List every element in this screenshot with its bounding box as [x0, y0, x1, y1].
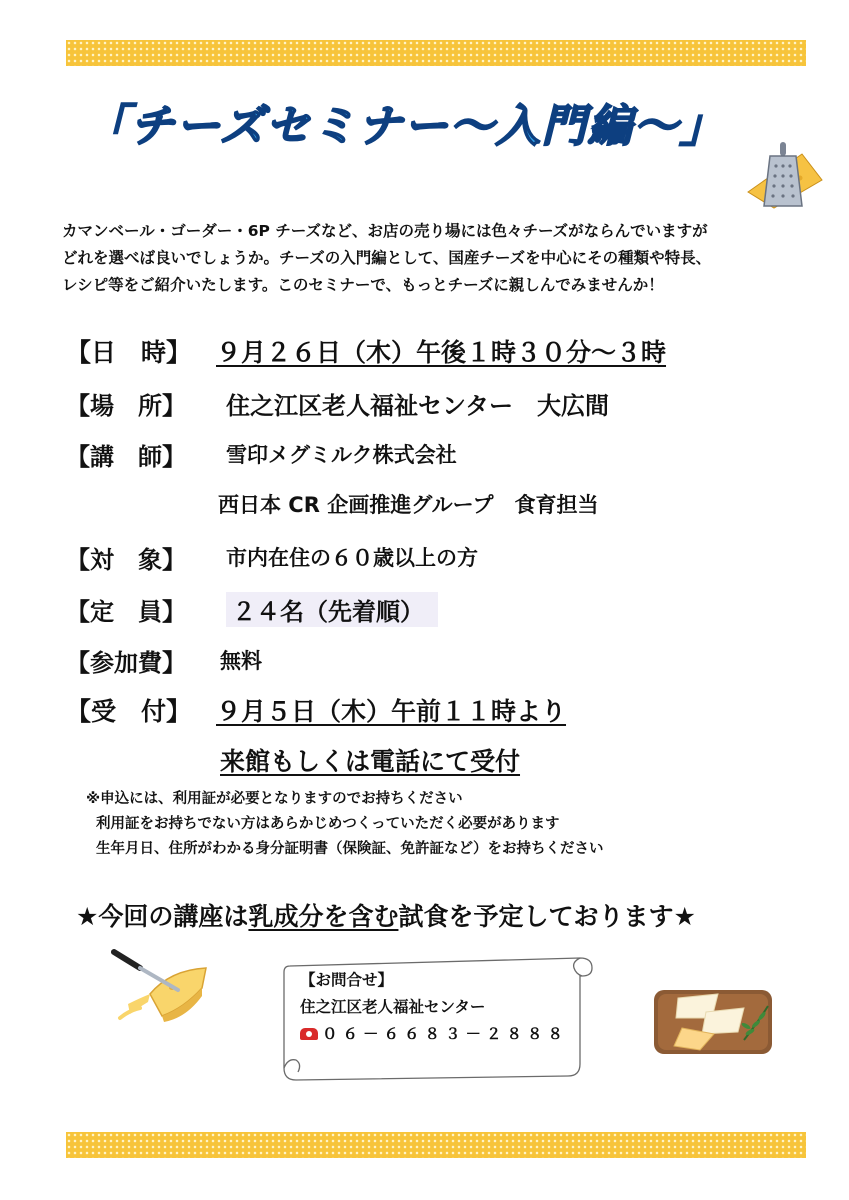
capacity-row: [66, 592, 424, 627]
intro-line: カマンベール・ゴーダー・6P チーズなど、お店の売り場には色々チーズがならんでいますが: [62, 222, 708, 240]
capacity-label: 【定 員】: [66, 598, 186, 626]
date-value: ９月２６日（木）午後１時３０分～３時: [216, 338, 667, 367]
star-icon: ★: [76, 902, 99, 931]
intro-text: [62, 218, 802, 299]
reception-method: 来館もしくは電話にて受付: [220, 747, 521, 776]
fee-label: 【参加費】: [66, 649, 186, 677]
note-line: ※申込には、利用証が必要となりますのでお持ちください: [86, 791, 463, 807]
fee-row: [66, 643, 262, 678]
cheese-grater-icon: [744, 134, 826, 210]
date-row: [66, 333, 667, 369]
bottom-decorative-tape: [66, 1132, 806, 1158]
note-line: 生年月日、住所がわかる身分証明書（保険証、免許証など）をお持ちください: [96, 841, 604, 857]
date-label: 【日 時】: [66, 338, 192, 367]
lecturer-label: 【講 師】: [66, 443, 186, 471]
place-row: [66, 386, 610, 421]
application-notes: [86, 787, 604, 862]
target-label: 【対 象】: [66, 546, 186, 574]
place-value: 住之江区老人福祉センター 大広間: [226, 392, 610, 420]
lecturer-row-2: [218, 489, 599, 519]
lecturer-value: 雪印メグミルク株式会社: [226, 443, 457, 467]
top-decorative-tape: [66, 40, 806, 66]
contact-heading: 【お問合せ】: [300, 971, 394, 989]
note-line: 利用証をお持ちでない方はあらかじめつくっていただく必要があります: [96, 816, 560, 832]
contact-phone: ０６－６６８３－２８８８: [322, 1025, 569, 1043]
page-title: 「チーズセミナー～入門編～」: [84, 101, 726, 152]
banner-text: 今回の講座は: [98, 902, 249, 931]
cheese-board-icon: [652, 978, 776, 1058]
intro-line: どれを選べば良いでしょうか。チーズの入門編として、国産チーズを中心にその種類や特長、: [62, 249, 712, 267]
allergy-banner: [76, 897, 696, 933]
reception-row: [66, 692, 567, 728]
lecturer-row: [66, 437, 457, 472]
contact-phone-line: [300, 1021, 568, 1048]
fee-value: 無料: [220, 649, 262, 673]
banner-text: 試食を予定しております: [398, 902, 674, 931]
banner-highlight: 乳成分を含む: [248, 902, 399, 931]
capacity-value: ２４名（先着順）: [226, 592, 438, 627]
intro-line: レシピ等をご紹介いたします。このセミナーで、もっとチーズに親しんでみませんか！: [62, 276, 664, 294]
reception-value: ９月５日（木）午前１１時より: [216, 697, 567, 726]
target-row: [66, 540, 478, 575]
phone-icon: [300, 1028, 318, 1040]
contact-name: 住之江区老人福祉センター: [300, 998, 486, 1016]
place-label: 【場 所】: [66, 392, 186, 420]
reception-label: 【受 付】: [66, 697, 192, 726]
lecturer-department: 西日本 CR 企画推進グループ 食育担当: [218, 493, 599, 517]
target-value: 市内在住の６０歳以上の方: [226, 546, 478, 570]
reception-row-2: [220, 742, 520, 778]
contact-box: [300, 967, 568, 1048]
star-icon: ★: [673, 902, 696, 931]
cheese-knife-icon: [110, 948, 214, 1026]
